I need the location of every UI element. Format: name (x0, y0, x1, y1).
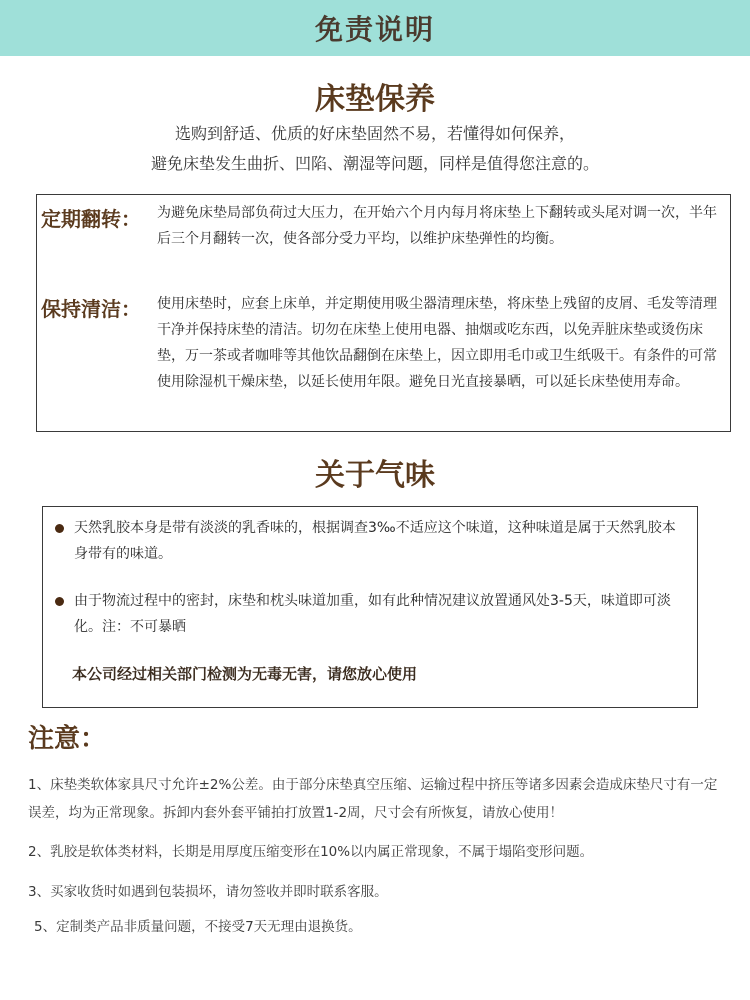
clean-heading: 保持清洁： (41, 297, 141, 321)
bullet-dot (55, 597, 64, 606)
care-intro-line-1: 选购到舒适、优质的好床垫固然不易，若懂得如何保养， (174, 124, 575, 143)
smell-section-title: 关于气味 (315, 458, 435, 493)
notice-item-5: 5、定制类产品非质量问题，不接受7天无理由退换货。 (34, 919, 362, 935)
care-box (36, 194, 731, 432)
notice-title: 注意： (28, 724, 107, 754)
page-title: 免责说明 (314, 13, 435, 46)
flip-heading: 定期翻转： (41, 207, 141, 231)
clean-text: 使用床垫时，应套上床单，并定期使用吸尘器清理床垫，将床垫上残留的皮屑、毛发等清理干净并保持床垫的清洁。切勿在床垫上使用电器、抽烟或吃东西，以免弄脏床垫或烫伤床垫，万一茶或者咖啡等其他饮品翻倒在床垫上，因立即用毛巾或卫生纸吸干。有条件的可常使用除湿机干燥床垫，以延长使用年限。避免日光直接暴晒，可以延长床垫使用寿命。 (157, 296, 717, 390)
smell-bullet-1: 天然乳胶本身是带有淡淡的乳香味的，根据调查3‰不适应这个味道，这种味道是属于天然乳胶本身带有的味道。 (74, 520, 676, 562)
smell-bullet-2: 由于物流过程中的密封，床垫和枕头味道加重，如有此种情况建议放置通风处3-5天，味道即可淡化。注：不可暴晒 (74, 593, 671, 635)
header-banner (0, 0, 750, 56)
care-intro-line-2: 避免床垫发生曲折、凹陷、潮湿等问题，同样是值得您注意的。 (150, 154, 599, 173)
notice-item-3: 3、买家收货时如遇到包装损坏，请勿签收并即时联系客服。 (28, 884, 388, 900)
care-section-title: 床垫保养 (315, 82, 435, 117)
bullet-dot (55, 524, 64, 533)
smell-box (42, 506, 698, 708)
company-safety-note: 本公司经过相关部门检测为无毒无害，请您放心使用 (72, 665, 418, 683)
notice-item-2: 2、乳胶是软体类材料，长期是用厚度压缩变形在10%以内属正常现象，不属于塌陷变形问题。 (28, 844, 594, 860)
flip-text: 为避免床垫局部负荷过大压力，在开始六个月内每月将床垫上下翻转或头尾对调一次，半年后三个月翻转一次，使各部分受力平均，以维护床垫弹性的均衡。 (157, 205, 717, 247)
notice-item-1: 1、床垫类软体家具尺寸允许±2%公差。由于部分床垫真空压缩、运输过程中挤压等诸多因素会造成床垫尺寸有一定误差，均为正常现象。拆卸内套外套平铺拍打放置1-2周，尺寸会有所恢复，请放心使用！ (28, 777, 718, 821)
